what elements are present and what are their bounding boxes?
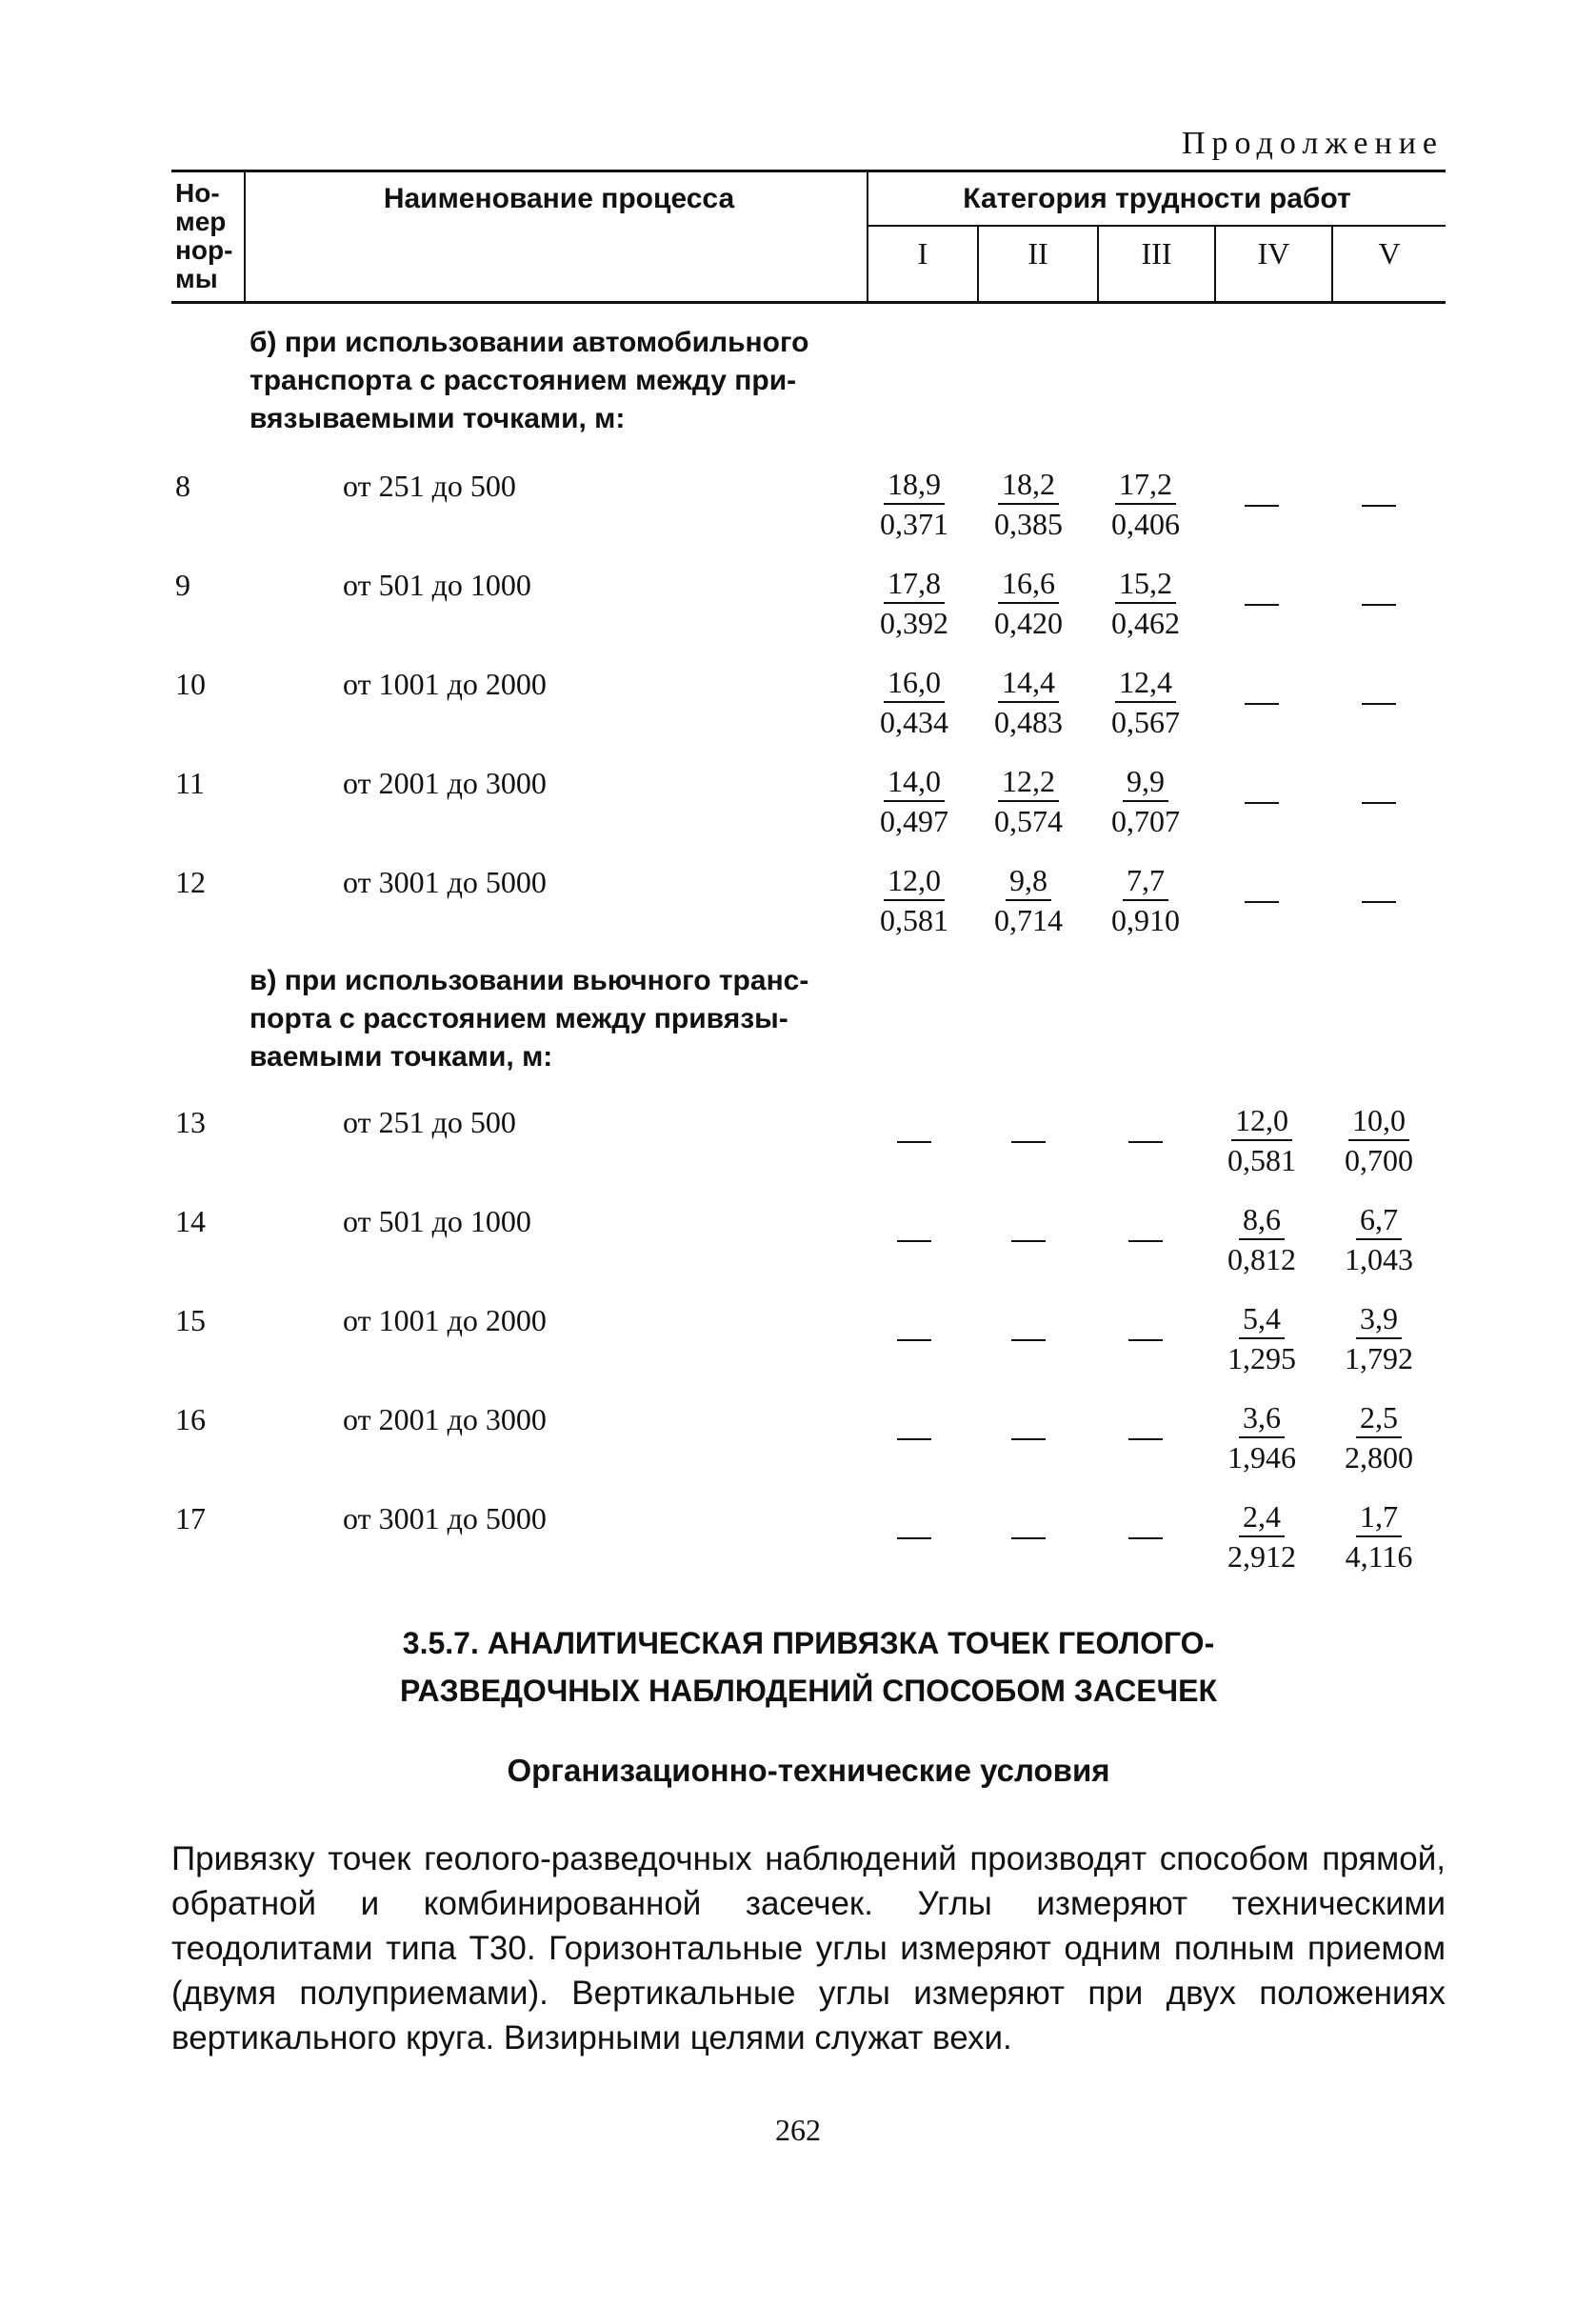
time-norm-value: 12,0 (884, 861, 945, 901)
row-process-name: от 3001 до 5000 (343, 865, 547, 899)
row-process-name: от 501 до 1000 (343, 568, 531, 602)
norm-value-fraction (1098, 465, 1193, 543)
time-norm-value: 5,4 (1239, 1299, 1285, 1339)
row-number: 12 (175, 865, 206, 899)
coefficient-value: 0,581 (880, 903, 948, 937)
header-category-v: V (1378, 236, 1401, 271)
norm-value-fraction (1331, 1398, 1426, 1476)
empty-dash (1245, 505, 1279, 507)
row-process-name: от 1001 до 2000 (343, 1303, 547, 1337)
coefficient-value: 0,497 (880, 804, 948, 838)
col-divider (244, 171, 246, 301)
time-norm-value: 9,8 (1006, 861, 1051, 901)
time-norm-value: 16,6 (998, 564, 1059, 604)
coefficient-value: 0,714 (994, 903, 1063, 937)
row-process-name: от 501 до 1000 (343, 1204, 531, 1238)
section-v-caption: в) при использовании вьючного транс- порта с расстоянием между привязы- ваемыми точками, м: (249, 965, 809, 1073)
norm-value-fraction (1098, 861, 1193, 939)
continuation-label: Продолжение (1181, 126, 1444, 161)
norm-value-fraction (981, 663, 1076, 741)
norm-value-fraction (981, 564, 1076, 642)
empty-dash (1011, 1537, 1046, 1539)
row-number: 8 (175, 469, 190, 503)
row-process-name: от 3001 до 5000 (343, 1501, 547, 1535)
empty-dash (1128, 1339, 1163, 1341)
empty-dash (1011, 1438, 1046, 1440)
norm-value-fraction (981, 465, 1076, 543)
time-norm-value: 2,5 (1356, 1398, 1402, 1438)
coefficient-value: 1,043 (1345, 1242, 1413, 1276)
norm-value-fraction (1214, 1299, 1309, 1377)
coefficient-value: 0,812 (1227, 1242, 1296, 1276)
norm-value-fraction (1214, 1101, 1309, 1179)
time-norm-value: 14,4 (998, 663, 1059, 703)
coefficient-value: 2,912 (1227, 1539, 1296, 1574)
time-norm-value: 8,6 (1239, 1200, 1285, 1240)
norm-value-fraction (1098, 564, 1193, 642)
table-top-rule (171, 170, 1446, 172)
empty-dash (1011, 1141, 1046, 1143)
empty-dash (1362, 901, 1396, 903)
empty-dash (1362, 505, 1396, 507)
norm-value-fraction (1331, 1497, 1426, 1575)
time-norm-value: 3,9 (1356, 1299, 1402, 1339)
time-norm-value: 3,6 (1239, 1398, 1285, 1438)
norm-value-fraction (981, 861, 1076, 939)
norm-value-fraction (867, 564, 962, 642)
time-norm-value: 9,9 (1123, 762, 1168, 802)
header-category: Категория трудности работ (963, 183, 1351, 214)
row-process-name: от 251 до 500 (343, 469, 516, 503)
subheading: Организационно-технические условия (507, 1753, 1110, 1788)
coefficient-value: 0,406 (1111, 507, 1180, 541)
time-norm-value: 17,8 (884, 564, 945, 604)
row-process-name: от 1001 до 2000 (343, 667, 547, 701)
row-number: 11 (175, 766, 205, 800)
norm-value-fraction (1331, 1200, 1426, 1278)
header-category-i: I (917, 236, 928, 271)
coefficient-value: 1,792 (1345, 1341, 1413, 1375)
time-norm-value: 12,0 (1231, 1101, 1292, 1141)
empty-dash (1128, 1537, 1163, 1539)
norm-value-fraction (1214, 1398, 1309, 1476)
norm-value-fraction (1331, 1299, 1426, 1377)
coefficient-value: 0,483 (994, 705, 1063, 739)
header-category-ii: II (1027, 236, 1048, 271)
coefficient-value: 2,800 (1345, 1440, 1413, 1474)
header-norm-number: Но- мер нор- мы (175, 178, 233, 293)
time-norm-value: 15,2 (1115, 564, 1176, 604)
empty-dash (1128, 1438, 1163, 1440)
coefficient-value: 0,420 (994, 606, 1063, 640)
row-number: 9 (175, 568, 190, 602)
row-number: 17 (175, 1501, 206, 1535)
header-category-iii: III (1141, 236, 1172, 271)
row-process-name: от 2001 до 3000 (343, 1402, 547, 1436)
coefficient-value: 0,581 (1227, 1143, 1296, 1177)
time-norm-value: 18,2 (998, 465, 1059, 505)
coefficient-value: 0,385 (994, 507, 1063, 541)
coefficient-value: 1,946 (1227, 1440, 1296, 1474)
norm-value-fraction (1098, 663, 1193, 741)
page-number: 262 (775, 2113, 821, 2147)
norm-value-fraction (1214, 1497, 1309, 1575)
empty-dash (1362, 604, 1396, 606)
time-norm-value: 2,4 (1239, 1497, 1285, 1537)
time-norm-value: 7,7 (1123, 861, 1168, 901)
table-header-bottom-rule (171, 301, 1446, 304)
coefficient-value: 4,116 (1345, 1539, 1413, 1574)
time-norm-value: 1,7 (1356, 1497, 1402, 1537)
empty-dash (1011, 1339, 1046, 1341)
time-norm-value: 14,0 (884, 762, 945, 802)
time-norm-value: 6,7 (1356, 1200, 1402, 1240)
time-norm-value: 18,9 (884, 465, 945, 505)
empty-dash (897, 1339, 931, 1341)
empty-dash (1245, 703, 1279, 705)
norm-value-fraction (981, 762, 1076, 840)
empty-dash (897, 1537, 931, 1539)
row-process-name: от 251 до 500 (343, 1105, 516, 1139)
row-number: 13 (175, 1105, 206, 1139)
empty-dash (897, 1141, 931, 1143)
time-norm-value: 12,4 (1115, 663, 1176, 703)
time-norm-value: 12,2 (998, 762, 1059, 802)
empty-dash (1245, 604, 1279, 606)
header-process-name: Наименование процесса (383, 183, 735, 214)
empty-dash (1128, 1141, 1163, 1143)
norm-value-fraction (867, 465, 962, 543)
norm-value-fraction (1214, 1200, 1309, 1278)
coefficient-value: 0,567 (1111, 705, 1180, 739)
empty-dash (1362, 703, 1396, 705)
norm-value-fraction (1331, 1101, 1426, 1179)
time-norm-value: 17,2 (1115, 465, 1176, 505)
time-norm-value: 10,0 (1348, 1101, 1409, 1141)
category-subrule (868, 225, 1446, 227)
section-heading: 3.5.7. АНАЛИТИЧЕСКАЯ ПРИВЯЗКА ТОЧЕК ГЕОЛОГО- РАЗВЕДОЧНЫХ НАБЛЮДЕНИЙ СПОСОБОМ ЗАСЕЧЕК (399, 1626, 1217, 1708)
coefficient-value: 0,392 (880, 606, 948, 640)
header-category-iv: IV (1257, 236, 1290, 271)
norm-value-fraction (867, 762, 962, 840)
coefficient-value: 1,295 (1227, 1341, 1296, 1375)
empty-dash (1128, 1240, 1163, 1242)
empty-dash (1011, 1240, 1046, 1242)
empty-dash (1245, 802, 1279, 804)
empty-dash (1362, 802, 1396, 804)
row-number: 14 (175, 1204, 206, 1238)
coefficient-value: 0,462 (1111, 606, 1180, 640)
body-paragraph: Привязку точек геолого-разведочных наблюдений производят способом прямой, обратной и комбинированной засечек. Углы измеряют техническими теодолитами типа Т30. Горизонтальные углы измеряют одним полным приемом (двумя полуприемами). Вертикальные углы измеряют при двух положениях вертикального круга. Визирными целями служат вехи. (171, 1840, 1446, 2056)
norm-value-fraction (867, 861, 962, 939)
empty-dash (897, 1438, 931, 1440)
row-number: 10 (175, 667, 206, 701)
norm-value-fraction (867, 663, 962, 741)
coefficient-value: 0,434 (880, 705, 948, 739)
row-number: 15 (175, 1303, 206, 1337)
coefficient-value: 0,910 (1111, 903, 1180, 937)
empty-dash (897, 1240, 931, 1242)
coefficient-value: 0,371 (880, 507, 948, 541)
section-b-caption: б) при использовании автомобильного транспорта с расстоянием между при- вязываемыми точками, м: (249, 327, 809, 434)
norm-value-fraction (1098, 762, 1193, 840)
row-number: 16 (175, 1402, 206, 1436)
coefficient-value: 0,707 (1111, 804, 1180, 838)
time-norm-value: 16,0 (884, 663, 945, 703)
coefficient-value: 0,700 (1345, 1143, 1413, 1177)
row-process-name: от 2001 до 3000 (343, 766, 547, 800)
coefficient-value: 0,574 (994, 804, 1063, 838)
empty-dash (1245, 901, 1279, 903)
